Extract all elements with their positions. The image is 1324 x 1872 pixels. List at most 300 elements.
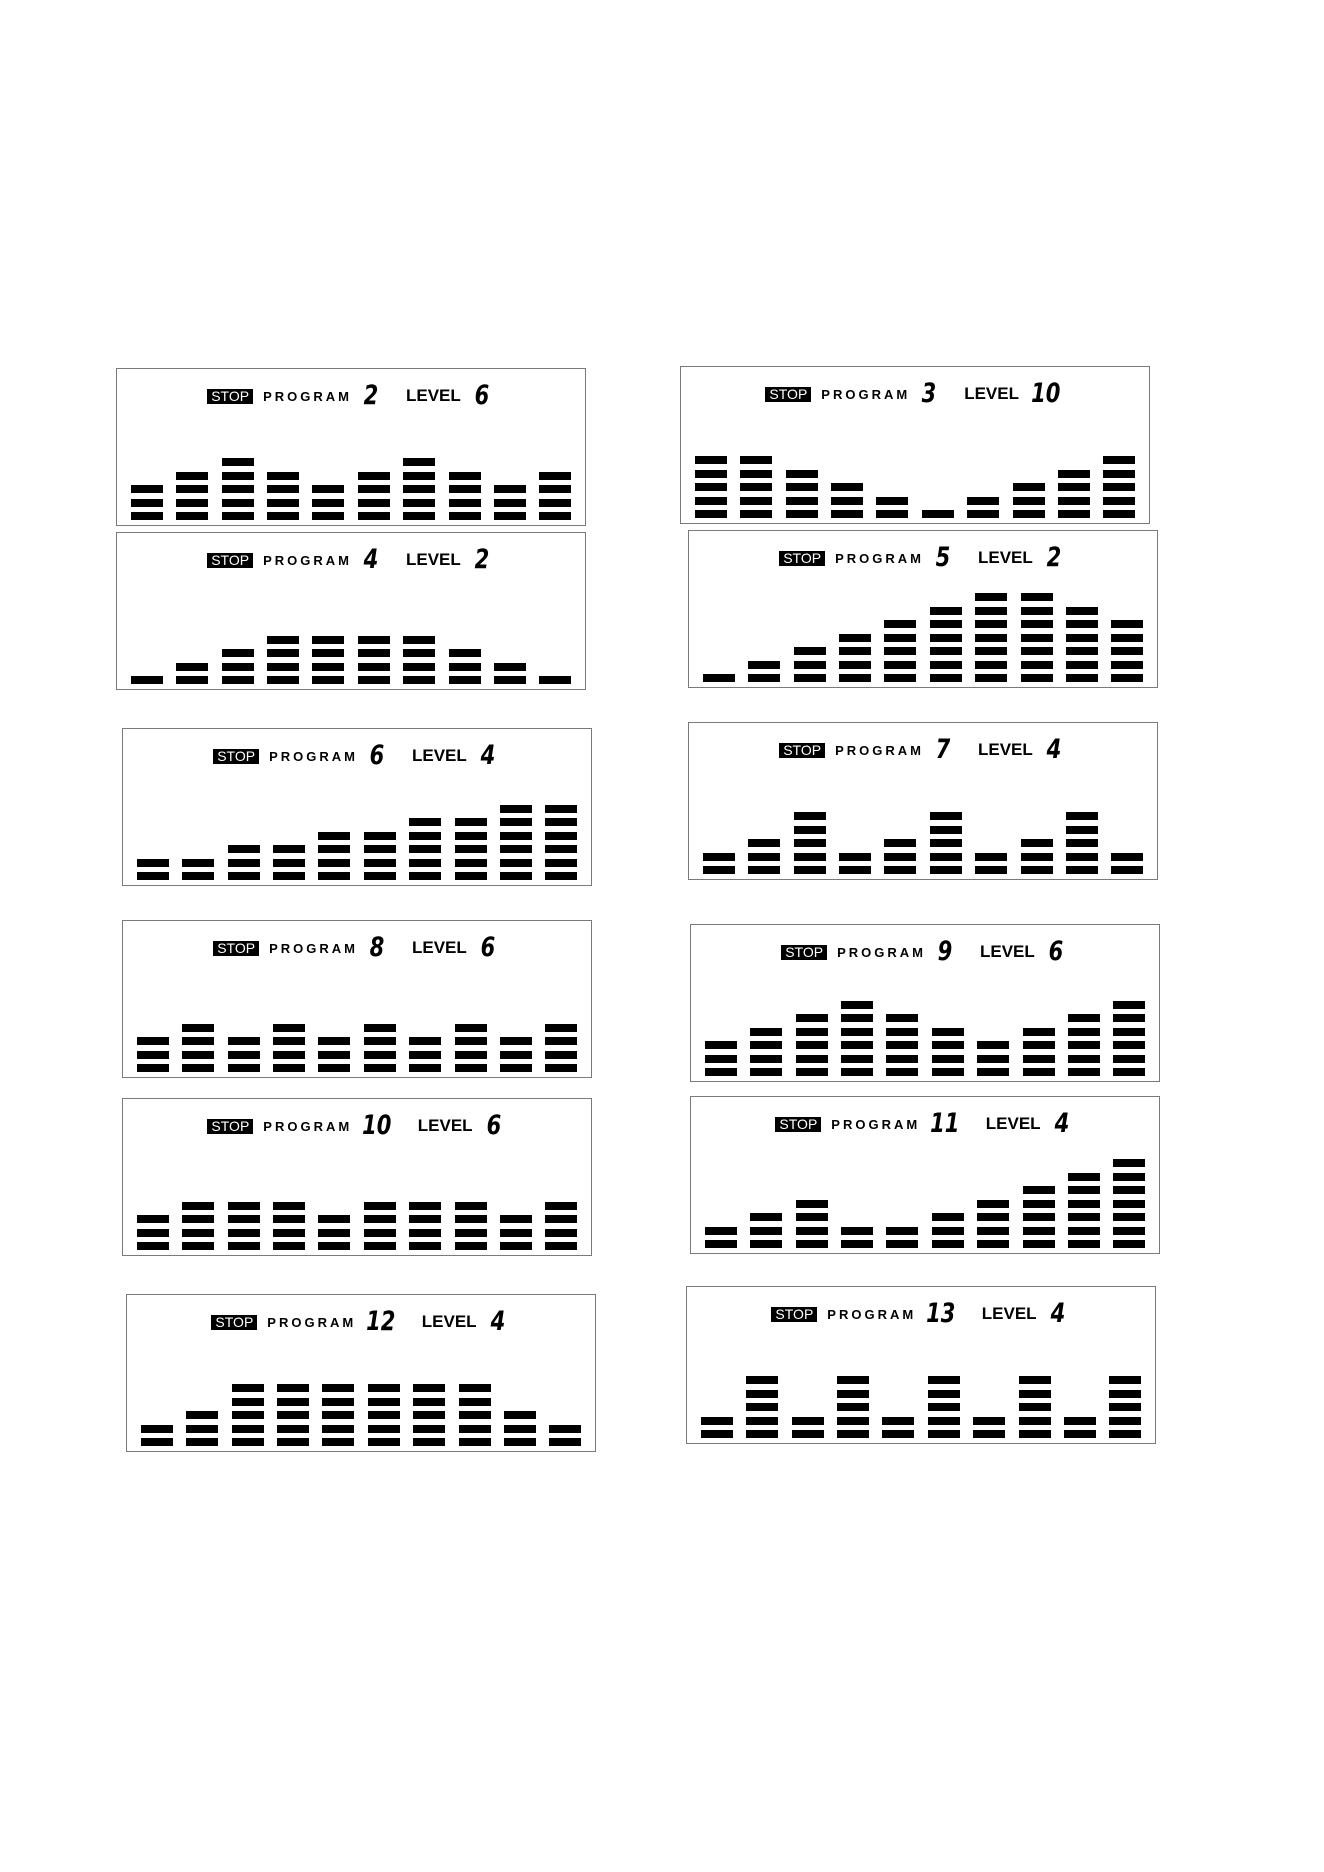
bar-segment	[930, 839, 962, 847]
bar-segment	[1066, 812, 1098, 820]
bar-segment	[141, 1438, 173, 1446]
bar-segment	[273, 1051, 305, 1059]
bar-segment	[459, 1411, 491, 1419]
bar-segment	[839, 674, 871, 682]
bar-segment	[786, 483, 818, 491]
bar-segment	[1066, 647, 1098, 655]
bar-segment	[449, 512, 481, 520]
bar-segment	[232, 1384, 264, 1392]
bar-segment	[1021, 661, 1053, 669]
bar-segment	[322, 1398, 354, 1406]
bar-segment	[500, 845, 532, 853]
bar-segment	[182, 1229, 214, 1237]
bar-segment	[886, 1014, 918, 1022]
bar-segment	[403, 458, 435, 466]
bar-segment	[273, 1202, 305, 1210]
bar-segment	[1066, 826, 1098, 834]
bar-segment	[841, 1014, 873, 1022]
bar-segment	[364, 872, 396, 880]
bar-segment	[273, 1037, 305, 1045]
bar-segment	[839, 647, 871, 655]
bar-segment	[318, 1051, 350, 1059]
bar-segment	[975, 620, 1007, 628]
bar-segment	[267, 472, 299, 480]
bar-segment	[1068, 1055, 1100, 1063]
bar-segment	[176, 485, 208, 493]
bar-segment	[1068, 1014, 1100, 1022]
bar-segment	[358, 649, 390, 657]
bar-segment	[267, 676, 299, 684]
bar-graph	[124, 576, 578, 684]
bar-segment	[182, 1064, 214, 1072]
bar-segment	[228, 1037, 260, 1045]
level-label: LEVEL	[981, 1304, 1037, 1323]
bar-segment	[750, 1055, 782, 1063]
bar-segment	[358, 499, 390, 507]
bar-segment	[886, 1240, 918, 1248]
bar-segment	[973, 1417, 1005, 1425]
bar-segment	[222, 649, 254, 657]
bar-segment	[705, 1068, 737, 1076]
bar-segment	[886, 1041, 918, 1049]
bar-segment	[837, 1376, 869, 1384]
bar-segment	[182, 1242, 214, 1250]
bar-segment	[1023, 1200, 1055, 1208]
bar-segment	[1021, 607, 1053, 615]
bar-segment	[494, 485, 526, 493]
bar-segment	[841, 1055, 873, 1063]
bar-segment	[182, 1024, 214, 1032]
bar-segment	[1019, 1390, 1051, 1398]
program-number: 2	[363, 380, 379, 411]
bar-segment	[318, 872, 350, 880]
bar-segment	[930, 634, 962, 642]
bar-segment	[1019, 1430, 1051, 1438]
bar-segment	[1113, 1200, 1145, 1208]
bar-segment	[413, 1438, 445, 1446]
bar-segment	[368, 1411, 400, 1419]
bar-segment	[318, 1215, 350, 1223]
bar-segment	[932, 1028, 964, 1036]
bar-segment	[1021, 674, 1053, 682]
bar-segment	[176, 499, 208, 507]
level-label: LEVEL	[964, 384, 1019, 403]
bar-segment	[796, 1240, 828, 1248]
program-number: 3	[921, 378, 937, 409]
level-number: 4	[480, 740, 496, 771]
bar-segment	[930, 826, 962, 834]
panel-header	[691, 936, 1159, 967]
program-number: 7	[935, 734, 951, 765]
program-panel-11	[690, 1096, 1160, 1254]
bar-segment	[1023, 1028, 1055, 1036]
bar-segment	[228, 1215, 260, 1223]
stop-indicator: STOP	[211, 1315, 257, 1330]
bar-segment	[928, 1403, 960, 1411]
bar-segment	[1066, 839, 1098, 847]
bar-segment	[364, 1229, 396, 1237]
bar-segment	[267, 512, 299, 520]
bar-segment	[186, 1438, 218, 1446]
bar-segment	[358, 636, 390, 644]
bar-graph	[698, 1140, 1152, 1248]
bar-segment	[222, 512, 254, 520]
bar-segment	[222, 499, 254, 507]
bar-graph	[694, 1330, 1148, 1438]
bar-segment	[748, 853, 780, 861]
bar-segment	[837, 1430, 869, 1438]
bar-segment	[794, 826, 826, 834]
bar-segment	[182, 872, 214, 880]
bar-segment	[318, 1064, 350, 1072]
bar-segment	[975, 647, 1007, 655]
stop-indicator: STOP	[775, 1117, 821, 1132]
bar-segment	[705, 1227, 737, 1235]
bar-segment	[1058, 483, 1090, 491]
bar-segment	[318, 1037, 350, 1045]
bar-segment	[545, 845, 577, 853]
bar-segment	[459, 1384, 491, 1392]
bar-segment	[137, 1215, 169, 1223]
bar-segment	[1064, 1417, 1096, 1425]
bar-segment	[1068, 1041, 1100, 1049]
bar-segment	[1113, 1055, 1145, 1063]
panel-header	[689, 542, 1157, 573]
bar-segment	[228, 1064, 260, 1072]
bar-segment	[1023, 1068, 1055, 1076]
bar-segment	[409, 845, 441, 853]
bar-segment	[137, 1037, 169, 1045]
bar-segment	[368, 1384, 400, 1392]
bar-segment	[273, 1242, 305, 1250]
bar-segment	[409, 1202, 441, 1210]
bar-segment	[705, 1055, 737, 1063]
stop-indicator: STOP	[771, 1307, 817, 1322]
program-label: PROGRAM	[827, 1306, 917, 1322]
bar-segment	[277, 1398, 309, 1406]
bar-segment	[1111, 853, 1143, 861]
bar-segment	[1109, 1390, 1141, 1398]
program-label: PROGRAM	[269, 940, 358, 956]
bar-segment	[358, 676, 390, 684]
bar-segment	[312, 663, 344, 671]
bar-segment	[182, 1037, 214, 1045]
bar-segment	[455, 1242, 487, 1250]
bar-segment	[364, 859, 396, 867]
bar-segment	[930, 866, 962, 874]
bar-segment	[1111, 674, 1143, 682]
level-label: LEVEL	[979, 942, 1035, 961]
bar-segment	[267, 485, 299, 493]
bar-segment	[1113, 1240, 1145, 1248]
bar-segment	[131, 512, 163, 520]
bar-segment	[1066, 674, 1098, 682]
bar-segment	[746, 1390, 778, 1398]
program-label: PROGRAM	[835, 742, 924, 758]
bar-segment	[368, 1425, 400, 1433]
stop-indicator: STOP	[213, 941, 259, 956]
program-number: 12	[366, 1306, 396, 1337]
bar-segment	[1068, 1213, 1100, 1221]
bar-segment	[1068, 1200, 1100, 1208]
program-label: PROGRAM	[837, 944, 926, 960]
bar-segment	[500, 872, 532, 880]
bar-segment	[364, 1064, 396, 1072]
bar-segment	[545, 859, 577, 867]
bar-segment	[831, 483, 863, 491]
bar-segment	[705, 1041, 737, 1049]
bar-segment	[837, 1417, 869, 1425]
bar-segment	[1023, 1186, 1055, 1194]
bar-segment	[273, 859, 305, 867]
bar-segment	[1113, 1159, 1145, 1167]
bar-segment	[1023, 1213, 1055, 1221]
bar-segment	[703, 674, 735, 682]
bar-segment	[882, 1417, 914, 1425]
bar-segment	[975, 853, 1007, 861]
bar-segment	[312, 636, 344, 644]
bar-segment	[967, 510, 999, 518]
bar-segment	[322, 1425, 354, 1433]
bar-segment	[545, 1064, 577, 1072]
bar-segment	[137, 1242, 169, 1250]
stop-indicator: STOP	[213, 749, 259, 764]
bar-segment	[322, 1384, 354, 1392]
level-number: 6	[1048, 936, 1064, 967]
bar-segment	[884, 866, 916, 874]
bar-segment	[794, 853, 826, 861]
bar-segment	[975, 634, 1007, 642]
bar-segment	[455, 818, 487, 826]
panel-header	[117, 380, 585, 411]
bar-segment	[695, 497, 727, 505]
bar-segment	[318, 832, 350, 840]
bar-segment	[364, 832, 396, 840]
bar-segment	[841, 1041, 873, 1049]
bar-segment	[273, 1229, 305, 1237]
bar-segment	[1103, 483, 1135, 491]
bar-segment	[277, 1411, 309, 1419]
bar-segment	[973, 1430, 1005, 1438]
panel-header	[681, 378, 1149, 409]
program-panel-3	[680, 366, 1150, 524]
bar-segment	[409, 1242, 441, 1250]
bar-segment	[928, 1417, 960, 1425]
bar-segment	[930, 620, 962, 628]
bar-segment	[312, 649, 344, 657]
program-panel-6	[122, 728, 592, 886]
bar-segment	[794, 647, 826, 655]
bar-segment	[740, 470, 772, 478]
bar-segment	[228, 872, 260, 880]
bar-segment	[273, 845, 305, 853]
bar-segment	[267, 499, 299, 507]
bar-segment	[748, 866, 780, 874]
program-number: 8	[369, 932, 385, 963]
bar-segment	[273, 872, 305, 880]
program-number: 5	[935, 542, 951, 573]
bar-segment	[322, 1411, 354, 1419]
bar-segment	[222, 676, 254, 684]
bar-segment	[545, 1024, 577, 1032]
bar-segment	[222, 663, 254, 671]
bar-segment	[504, 1438, 536, 1446]
bar-segment	[746, 1417, 778, 1425]
bar-segment	[876, 497, 908, 505]
program-panel-13	[686, 1286, 1156, 1444]
bar-segment	[796, 1014, 828, 1022]
bar-segment	[409, 1037, 441, 1045]
bar-segment	[886, 1055, 918, 1063]
bar-segment	[695, 470, 727, 478]
bar-segment	[796, 1028, 828, 1036]
bar-segment	[1113, 1213, 1145, 1221]
program-number: 11	[930, 1108, 960, 1139]
bar-segment	[228, 1242, 260, 1250]
bar-segment	[455, 1229, 487, 1237]
bar-graph	[696, 574, 1150, 682]
bar-segment	[932, 1240, 964, 1248]
bar-segment	[740, 483, 772, 491]
bar-segment	[748, 839, 780, 847]
program-label: PROGRAM	[263, 552, 352, 568]
bar-segment	[1019, 1376, 1051, 1384]
bar-segment	[1103, 470, 1135, 478]
program-panel-5	[688, 530, 1158, 688]
bar-segment	[131, 499, 163, 507]
program-panel-2	[116, 368, 586, 526]
bar-segment	[932, 1041, 964, 1049]
bar-segment	[267, 636, 299, 644]
bar-segment	[796, 1068, 828, 1076]
bar-segment	[1068, 1028, 1100, 1036]
bar-segment	[1013, 483, 1045, 491]
program-label: PROGRAM	[267, 1314, 357, 1330]
bar-segment	[222, 485, 254, 493]
level-label: LEVEL	[405, 386, 461, 405]
level-label: LEVEL	[411, 938, 467, 957]
stop-indicator: STOP	[779, 743, 825, 758]
bar-segment	[403, 512, 435, 520]
bar-segment	[977, 1068, 1009, 1076]
bar-segment	[796, 1227, 828, 1235]
bar-segment	[928, 1390, 960, 1398]
bar-segment	[455, 1215, 487, 1223]
bar-graph	[696, 766, 1150, 874]
bar-segment	[403, 472, 435, 480]
bar-segment	[364, 1051, 396, 1059]
bar-segment	[228, 1202, 260, 1210]
bar-segment	[358, 472, 390, 480]
bar-segment	[750, 1028, 782, 1036]
bar-segment	[1068, 1173, 1100, 1181]
bar-segment	[886, 1068, 918, 1076]
bar-segment	[837, 1403, 869, 1411]
bar-segment	[1111, 866, 1143, 874]
bar-segment	[792, 1417, 824, 1425]
bar-segment	[1109, 1376, 1141, 1384]
program-number: 10	[362, 1110, 392, 1141]
bar-segment	[701, 1417, 733, 1425]
bar-segment	[975, 866, 1007, 874]
bar-segment	[455, 845, 487, 853]
bar-segment	[318, 1229, 350, 1237]
bar-segment	[449, 663, 481, 671]
bar-segment	[839, 853, 871, 861]
bar-segment	[1021, 593, 1053, 601]
bar-segment	[232, 1425, 264, 1433]
bar-segment	[930, 661, 962, 669]
bar-segment	[746, 1376, 778, 1384]
bar-segment	[1113, 1014, 1145, 1022]
program-panel-7	[688, 722, 1158, 880]
bar-segment	[455, 832, 487, 840]
bar-segment	[1109, 1403, 1141, 1411]
bar-segment	[786, 470, 818, 478]
bar-segment	[409, 872, 441, 880]
bar-segment	[792, 1430, 824, 1438]
bar-segment	[364, 1215, 396, 1223]
bar-segment	[977, 1200, 1009, 1208]
bar-segment	[786, 510, 818, 518]
bar-segment	[1058, 497, 1090, 505]
bar-segment	[1068, 1186, 1100, 1194]
bar-segment	[884, 674, 916, 682]
bar-segment	[794, 866, 826, 874]
bar-segment	[750, 1041, 782, 1049]
panel-header	[687, 1298, 1155, 1329]
bar-segment	[449, 649, 481, 657]
bar-segment	[884, 620, 916, 628]
bar-segment	[932, 1227, 964, 1235]
bar-segment	[748, 674, 780, 682]
bar-segment	[831, 510, 863, 518]
bar-segment	[740, 510, 772, 518]
bar-segment	[695, 483, 727, 491]
bar-segment	[1019, 1417, 1051, 1425]
program-label: PROGRAM	[831, 1116, 921, 1132]
panel-header	[123, 740, 591, 771]
program-panel-4	[116, 532, 586, 690]
bar-segment	[796, 1213, 828, 1221]
bar-segment	[141, 1425, 173, 1433]
bar-graph	[698, 968, 1152, 1076]
bar-segment	[413, 1398, 445, 1406]
bar-segment	[545, 1051, 577, 1059]
bar-segment	[176, 512, 208, 520]
bar-segment	[930, 812, 962, 820]
bar-segment	[182, 859, 214, 867]
level-number: 6	[474, 380, 490, 411]
bar-segment	[794, 839, 826, 847]
bar-segment	[884, 661, 916, 669]
bar-segment	[545, 832, 577, 840]
bar-segment	[222, 472, 254, 480]
bar-segment	[1066, 607, 1098, 615]
bar-segment	[455, 1064, 487, 1072]
bar-segment	[137, 1064, 169, 1072]
level-label: LEVEL	[405, 550, 461, 569]
bar-segment	[267, 649, 299, 657]
bar-segment	[267, 663, 299, 671]
bar-segment	[455, 872, 487, 880]
bar-graph	[130, 772, 584, 880]
bar-segment	[368, 1438, 400, 1446]
bar-segment	[228, 1229, 260, 1237]
bar-segment	[930, 853, 962, 861]
bar-segment	[750, 1068, 782, 1076]
bar-segment	[131, 676, 163, 684]
